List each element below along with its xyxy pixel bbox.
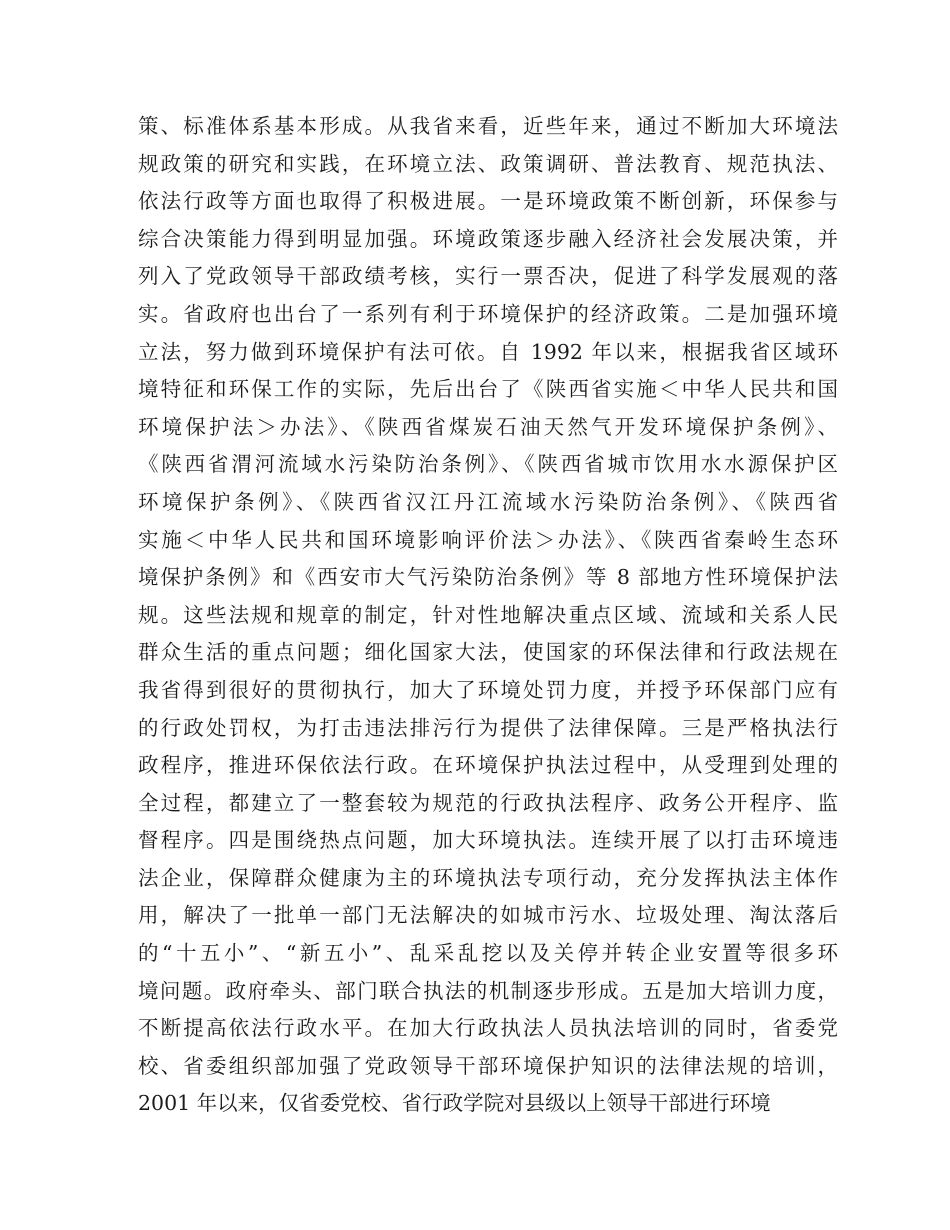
text-line: 我省得到很好的贯彻执行，加大了环境处罚力度，并授予环保部门应有 (138, 677, 838, 702)
body-paragraph (138, 108, 838, 1123)
text-line: 不断提高依法行政水平。在加大行政执法人员执法培训的同时，省委党 (138, 1016, 838, 1041)
text-line: 境保护条例》和《西安市大气污染防治条例》等 8 部地方性环境保护法 (138, 565, 838, 590)
text-line: 法企业，保障群众健康为主的环境执法专项行动，充分发挥执法主体作 (138, 865, 838, 890)
text-line: 校、省委组织部加强了党政领导干部环境保护知识的法律法规的培训， (138, 1053, 838, 1078)
text-line: 《陕西省渭河流域水污染防治条例》、《陕西省城市饮用水水源保护区 (138, 452, 838, 477)
text-line: 策、标准体系基本形成。从我省来看，近些年来，通过不断加大环境法 (138, 114, 838, 138)
text-line: 的“十五小”、“新五小”、乱采乱挖以及关停并转企业安置等很多环 (138, 941, 838, 966)
text-line: 政程序，推进环保依法行政。在环境保护执法过程中，从受理到处理的 (138, 753, 838, 778)
text-line: 实。省政府也出台了一系列有利于环境保护的经济政策。二是加强环境 (138, 301, 838, 326)
text-line: 环境保护法＞办法》、《陕西省煤炭石油天然气开发环境保护条例》、 (138, 414, 838, 439)
text-line: 的行政处罚权，为打击违法排污行为提供了法律保障。三是严格执法行 (138, 715, 838, 740)
text-line: 境特征和环保工作的实际，先后出台了《陕西省实施＜中华人民共和国 (138, 377, 838, 402)
text-line: 列入了党政领导干部政绩考核，实行一票否决，促进了科学发展观的落 (138, 264, 838, 289)
text-line: 用，解决了一批单一部门无法解决的如城市污水、垃圾处理、淘汰落后 (138, 903, 838, 928)
text-line: 规政策的研究和实践，在环境立法、政策调研、普法教育、规范执法、 (138, 151, 838, 176)
text-line: 实施＜中华人民共和国环境影响评价法＞办法》、《陕西省秦岭生态环 (138, 527, 838, 552)
text-line: 境问题。政府牵头、部门联合执法的机制逐步形成。五是加大培训力度， (138, 978, 838, 1003)
text-line: 环境保护条例》、《陕西省汉江丹江流域水污染防治条例》、《陕西省 (138, 489, 838, 514)
text-line: 依法行政等方面也取得了积极进展。一是环境政策不断创新，环保参与 (138, 189, 838, 214)
text-line: 全过程，都建立了一整套较为规范的行政执法程序、政务公开程序、监 (138, 790, 838, 815)
text-line: 群众生活的重点问题；细化国家大法，使国家的环保法律和行政法规在 (138, 640, 838, 665)
text-line: 2001 年以来，仅省委党校、省行政学院对县级以上领导干部进行环境 (138, 1091, 771, 1116)
text-line: 督程序。四是围绕热点问题，加大环境执法。连续开展了以打击环境违 (138, 828, 838, 853)
text-line: 立法，努力做到环境保护有法可依。自 1992 年以来，根据我省区域环 (138, 339, 838, 364)
text-line: 综合决策能力得到明显加强。环境政策逐步融入经济社会发展决策，并 (138, 226, 838, 251)
text-line: 规。这些法规和规章的制定，针对性地解决重点区域、流域和关系人民 (138, 602, 838, 627)
